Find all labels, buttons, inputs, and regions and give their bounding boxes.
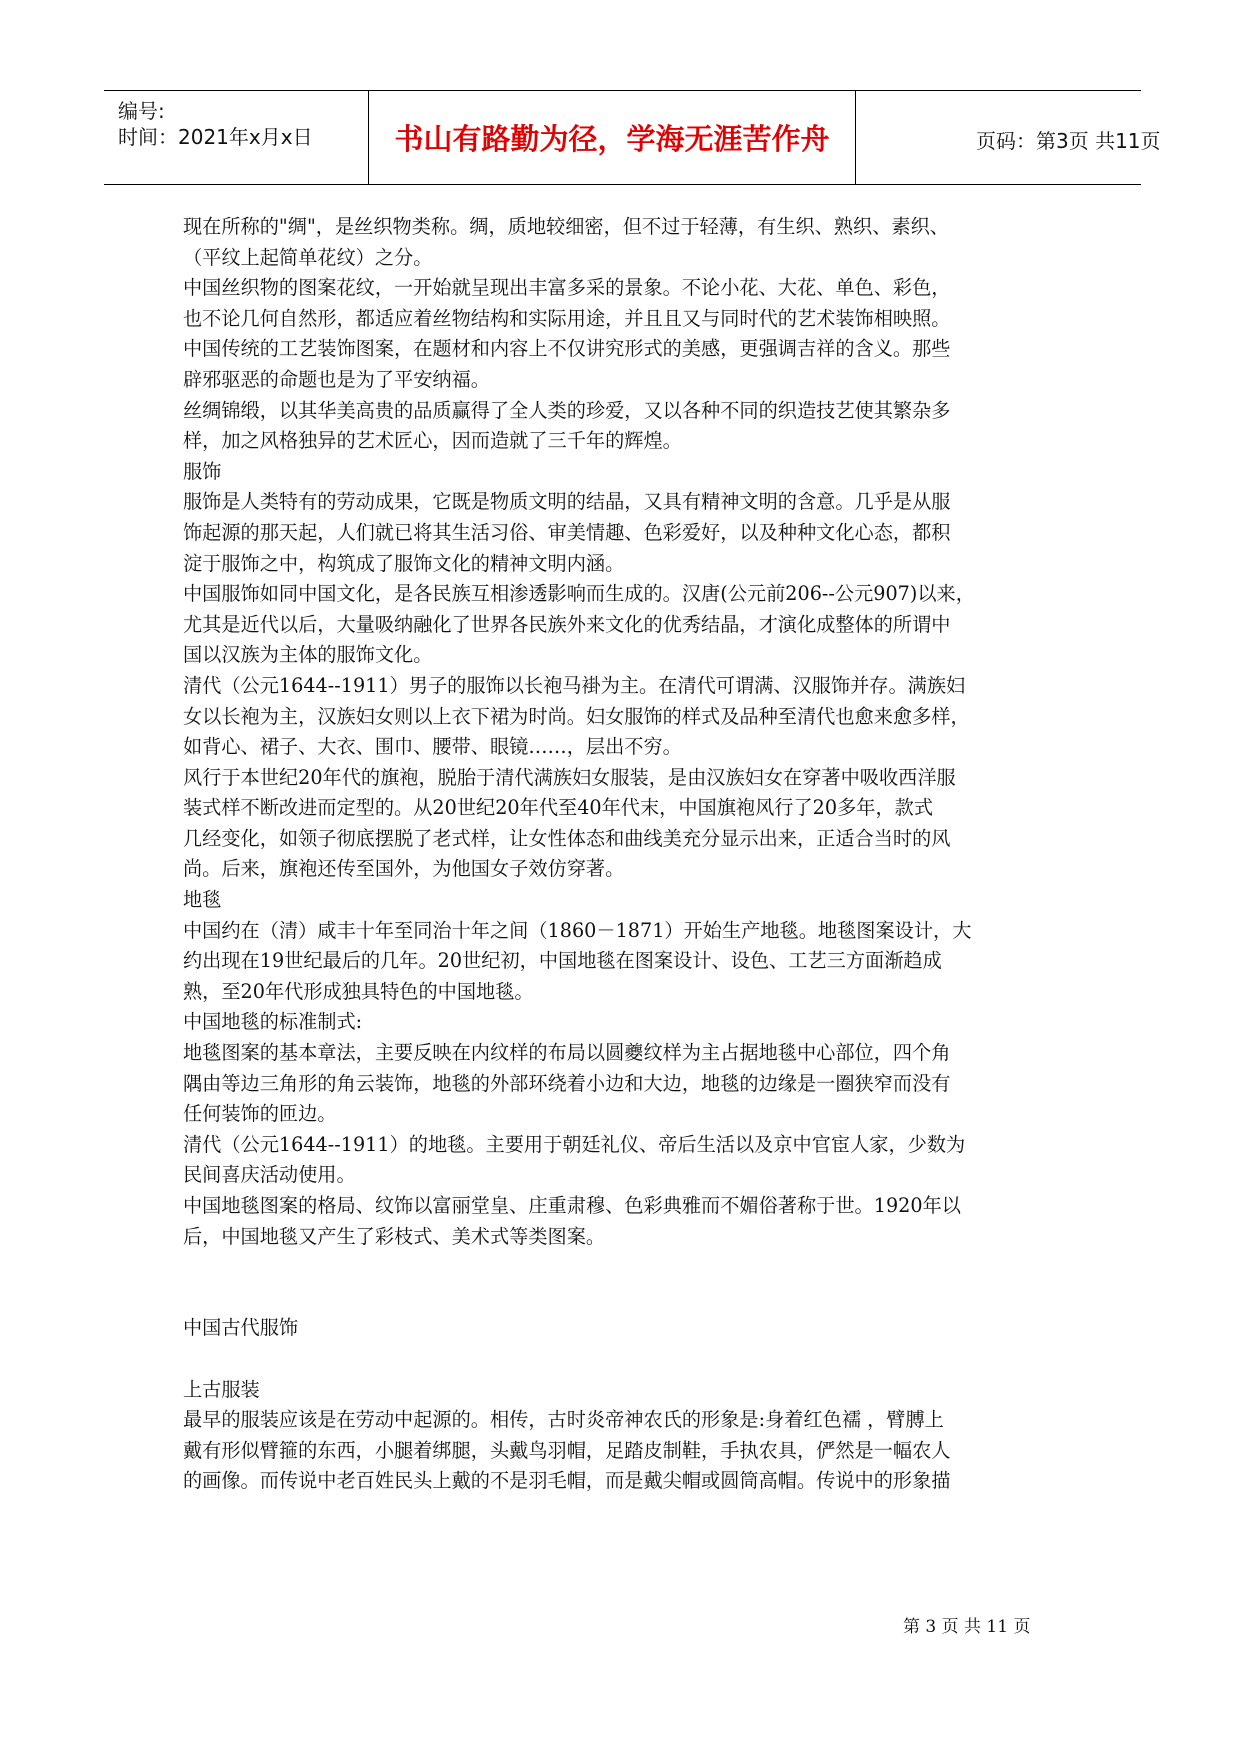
text-line: 中国传统的工艺装饰图案，在题材和内容上不仅讲究形式的美感，更强调吉祥的含义。那些 <box>183 337 951 361</box>
text-line: 的画像。而传说中老百姓民头上戴的不是羽毛帽，而是戴尖帽或圆筒高帽。传说中的形象描 <box>183 1469 951 1493</box>
text-line: 中国地毯的标准制式: <box>183 1010 363 1034</box>
text-line: 戴有形似臂箍的东西，小腿着绑腿，头戴鸟羽帽，足踏皮制鞋，手执农具，俨然是一幅农人 <box>183 1438 951 1462</box>
text-line: （平纹上起简单花纹）之分。 <box>183 245 433 269</box>
text-line: 几经变化，如领子彻底摆脱了老式样，让女性体态和曲线美充分显示出来，正适合当时的风 <box>183 826 951 850</box>
text-line: 最早的服装应该是在劳动中起源的。相传，古时炎帝神农氏的形象是:身着红色襦 ，臂膊上 <box>183 1408 944 1432</box>
heading-carpet: 地毯 <box>183 888 222 912</box>
text-line: 清代（公元1644--1911）的地毯。主要用于朝廷礼仪、帝后生活以及京中官宦人家，少数为 <box>183 1132 966 1156</box>
text-line: 中国约在（清）咸丰十年至同治十年之间（1860－1871）开始生产地毯。地毯图案设计，大 <box>183 918 972 942</box>
section-title: 中国古代服饰 <box>183 1316 299 1340</box>
text-line: 尤其是近代以后，大量吸纳融化了世界各民族外来文化的优秀结晶，才演化成整体的所谓中 <box>183 612 951 636</box>
text-line: 中国地毯图案的格局、纹饰以富丽堂皇、庄重肃穆、色彩典雅而不媚俗著称于世。1920年以 <box>183 1194 961 1217</box>
header-page-cell <box>856 91 1161 184</box>
text-line: 淀于服饰之中，构筑成了服饰文化的精神文明内涵。 <box>183 551 625 575</box>
text-line: 丝绸锦缎，以其华美高贵的品质赢得了全人类的珍爱，又以各种不同的织造技艺使其繁杂多 <box>183 398 951 422</box>
text-line: 样，加之风格独异的艺术匠心，因而造就了三千年的辉煌。 <box>183 429 682 453</box>
text-line: 熟，至20年代形成独具特色的中国地毯。 <box>183 979 534 1003</box>
text-line: 饰起源的那天起，人们就已将其生活习俗、审美情趣、色彩爱好，以及种种文化心态，都积 <box>183 520 951 544</box>
text-line: 后，中国地毯又产生了彩枝式、美术式等类图案。 <box>183 1224 606 1248</box>
document-number-label: 编号: <box>118 99 165 123</box>
header-motto-cell <box>369 91 856 184</box>
text-line: 国以汉族为主体的服饰文化。 <box>183 643 433 667</box>
text-line: 现在所称的"绸"，是丝织物类称。绸，质地较细密，但不过于轻薄，有生织、熟织、素织、 <box>183 215 949 238</box>
text-line: 风行于本世纪20年代的旗袍，脱胎于清代满族妇女服装，是由汉族妇女在穿著中吸收西洋服 <box>183 765 956 789</box>
blank-line <box>183 1252 1063 1283</box>
text-line: 民间喜庆活动使用。 <box>183 1163 356 1187</box>
text-line: 也不论几何自然形，都适应着丝物结构和实际用途，并且且又与同时代的艺术装饰相映照。 <box>183 306 951 330</box>
blank-line <box>183 1283 1063 1314</box>
text-line: 装式样不断改进而定型的。从20世纪20年代至40年代末，中国旗袍风行了20多年，款式 <box>183 796 934 820</box>
header-page-number: 页码：第3页 共11页 <box>976 129 1161 153</box>
text-line: 女以长袍为主，汉族妇女则以上衣下裙为时尚。妇女服饰的样式及品种至清代也愈来愈多样， <box>183 704 970 728</box>
text-line: 如背心、裙子、大衣、围巾、腰带、眼镜……，层出不穷。 <box>183 735 682 759</box>
page-header <box>104 90 1161 185</box>
text-line: 约出现在19世纪最后的几年。20世纪初，中国地毯在图案设计、设色、工艺三方面渐趋成 <box>183 949 942 973</box>
text-line: 服饰是人类特有的劳动成果，它既是物质文明的结晶，又具有精神文明的含意。几乎是从服 <box>183 490 951 514</box>
page-footer: 第 3 页 共 11 页 <box>903 1617 1031 1637</box>
text-line: 辟邪驱恶的命题也是为了平安纳福。 <box>183 367 490 391</box>
subsection-title: 上古服装 <box>183 1377 260 1401</box>
text-line: 中国丝织物的图案花纹，一开始就呈现出丰富多采的景象。不论小花、大花、单色、彩色， <box>183 276 951 300</box>
heading-clothing: 服饰 <box>183 459 222 483</box>
header-motto: 书山有路勤为径，学海无涯苦作舟 <box>394 122 830 156</box>
header-info-cell <box>104 91 369 184</box>
text-line: 中国服饰如同中国文化，是各民族互相渗透影响而生成的。汉唐(公元前206--公元907)以来， <box>183 582 975 606</box>
blank-line <box>183 1344 1063 1375</box>
text-line: 任何装饰的匝边。 <box>183 1102 337 1126</box>
document-body <box>183 212 1063 1497</box>
text-line: 清代（公元1644--1911）男子的服饰以长袍马褂为主。在清代可谓满、汉服饰并存。满族妇 <box>183 673 966 697</box>
text-line: 地毯图案的基本章法，主要反映在内纹样的布局以圆夔纹样为主占据地毯中心部位，四个角 <box>183 1041 951 1065</box>
text-line: 尚。后来，旗袍还传至国外，为他国女子效仿穿著。 <box>183 857 625 881</box>
text-line: 隅由等边三角形的角云装饰，地毯的外部环绕着小边和大边，地毯的边缘是一圈狭窄而没有 <box>183 1071 951 1095</box>
document-time-label: 时间：2021年x月x日 <box>118 125 313 149</box>
